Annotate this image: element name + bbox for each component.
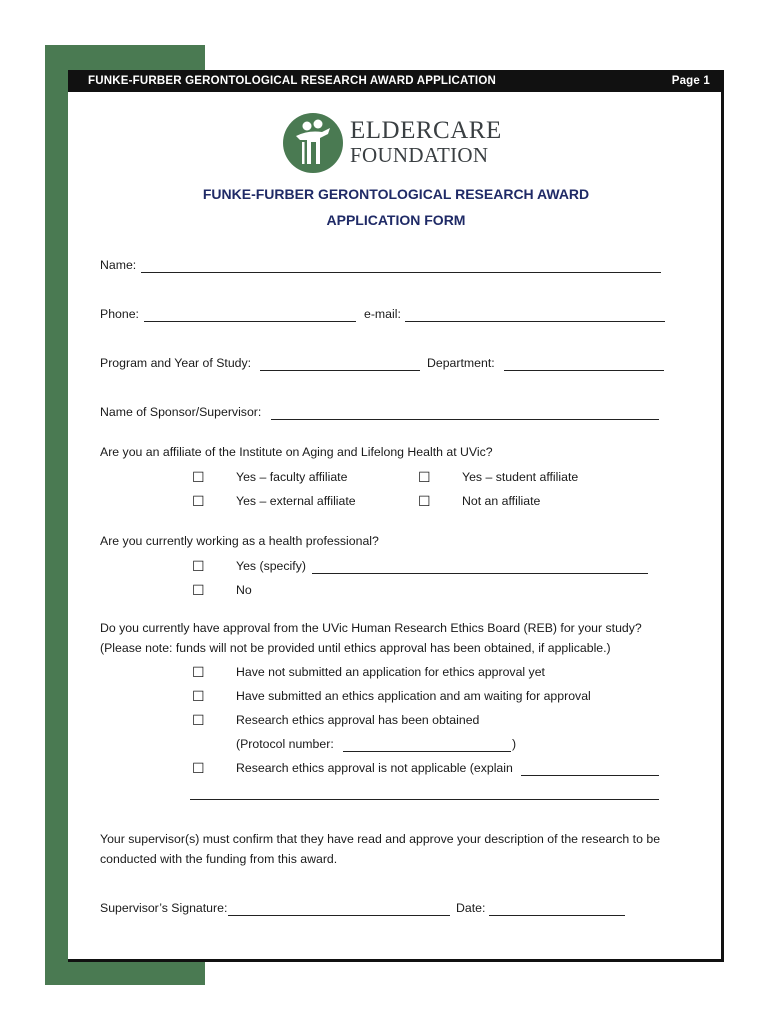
- department-label: Department:: [427, 356, 495, 370]
- sponsor-field[interactable]: [271, 419, 659, 420]
- checkbox-ethics-obtained[interactable]: ☐: [192, 712, 205, 728]
- checkbox-ethics-not-applicable[interactable]: ☐: [192, 760, 205, 776]
- form-page: [68, 70, 724, 962]
- health-question: Are you currently working as a health professional?: [100, 534, 379, 548]
- page-number: Page 1: [671, 75, 710, 87]
- sponsor-label: Name of Sponsor/Supervisor:: [100, 405, 262, 419]
- option-health-yes: Yes (specify): [236, 559, 306, 573]
- option-health-no: No: [236, 583, 252, 597]
- supervisor-note-line2: conducted with the funding from this award.: [100, 852, 338, 866]
- supervisor-note-line1: Your supervisor(s) must confirm that they have read and approve your description of the research to be: [100, 832, 661, 846]
- form-title-line1: FUNKE-FURBER GERONTOLOGICAL RESEARCH AWARD: [202, 186, 590, 202]
- ethics-question-line2: (Please note: funds will not be provided until ethics approval has been obtained, if applicable.): [100, 641, 611, 655]
- signature-field[interactable]: [228, 915, 450, 916]
- phone-label: Phone:: [100, 307, 139, 321]
- eldercare-people-icon: [282, 112, 344, 174]
- affiliate-question: Are you an affiliate of the Institute on Aging and Lifelong Health at UVic?: [100, 445, 493, 459]
- option-ethics-waiting: Have submitted an ethics application and am waiting for approval: [236, 689, 591, 703]
- phone-field[interactable]: [144, 321, 356, 322]
- form-title-line2: APPLICATION FORM: [326, 212, 466, 228]
- date-label: Date:: [456, 901, 486, 915]
- eldercare-logo: [282, 112, 522, 174]
- protocol-number-field[interactable]: [343, 751, 511, 752]
- option-ethics-not-submitted: Have not submitted an application for ethics approval yet: [236, 665, 545, 679]
- option-not-affiliate: Not an affiliate: [462, 494, 541, 508]
- email-label: e-mail:: [364, 307, 401, 321]
- program-label: Program and Year of Study:: [100, 356, 252, 370]
- option-ethics-not-applicable: Research ethics approval is not applicable (explain: [236, 761, 513, 775]
- checkbox-faculty-affiliate[interactable]: ☐: [192, 469, 205, 485]
- department-field[interactable]: [504, 370, 664, 371]
- email-field[interactable]: [405, 321, 665, 322]
- ethics-explain-field[interactable]: [521, 775, 659, 776]
- option-external-affiliate: Yes – external affiliate: [236, 494, 356, 508]
- protocol-close: ): [512, 737, 517, 751]
- checkbox-ethics-waiting[interactable]: ☐: [192, 688, 205, 704]
- checkbox-student-affiliate[interactable]: ☐: [418, 469, 431, 485]
- header-title: FUNKE-FURBER GERONTOLOGICAL RESEARCH AWARD APPLICATION: [88, 75, 496, 87]
- option-ethics-obtained: Research ethics approval has been obtained: [236, 713, 480, 727]
- health-specify-field[interactable]: [312, 573, 648, 574]
- checkbox-ethics-not-submitted[interactable]: ☐: [192, 664, 205, 680]
- option-faculty-affiliate: Yes – faculty affiliate: [236, 470, 348, 484]
- ethics-explain-field-line2[interactable]: [190, 799, 659, 800]
- page-header: [68, 70, 724, 92]
- checkbox-not-affiliate[interactable]: ☐: [418, 493, 431, 509]
- protocol-label: (Protocol number:: [236, 737, 334, 751]
- date-field[interactable]: [489, 915, 625, 916]
- signature-label: Supervisor’s Signature:: [100, 901, 228, 915]
- ethics-question-line1: Do you currently have approval from the UVic Human Research Ethics Board (REB) for your study?: [100, 621, 642, 635]
- program-field[interactable]: [260, 370, 420, 371]
- logo-line2: FOUNDATION: [350, 143, 489, 167]
- option-student-affiliate: Yes – student affiliate: [462, 470, 579, 484]
- name-field[interactable]: [141, 272, 661, 273]
- checkbox-external-affiliate[interactable]: ☐: [192, 493, 205, 509]
- checkbox-health-yes[interactable]: ☐: [192, 558, 205, 574]
- logo-line1: ELDERCARE: [350, 117, 502, 144]
- name-label: Name:: [100, 258, 137, 272]
- checkbox-health-no[interactable]: ☐: [192, 582, 205, 598]
